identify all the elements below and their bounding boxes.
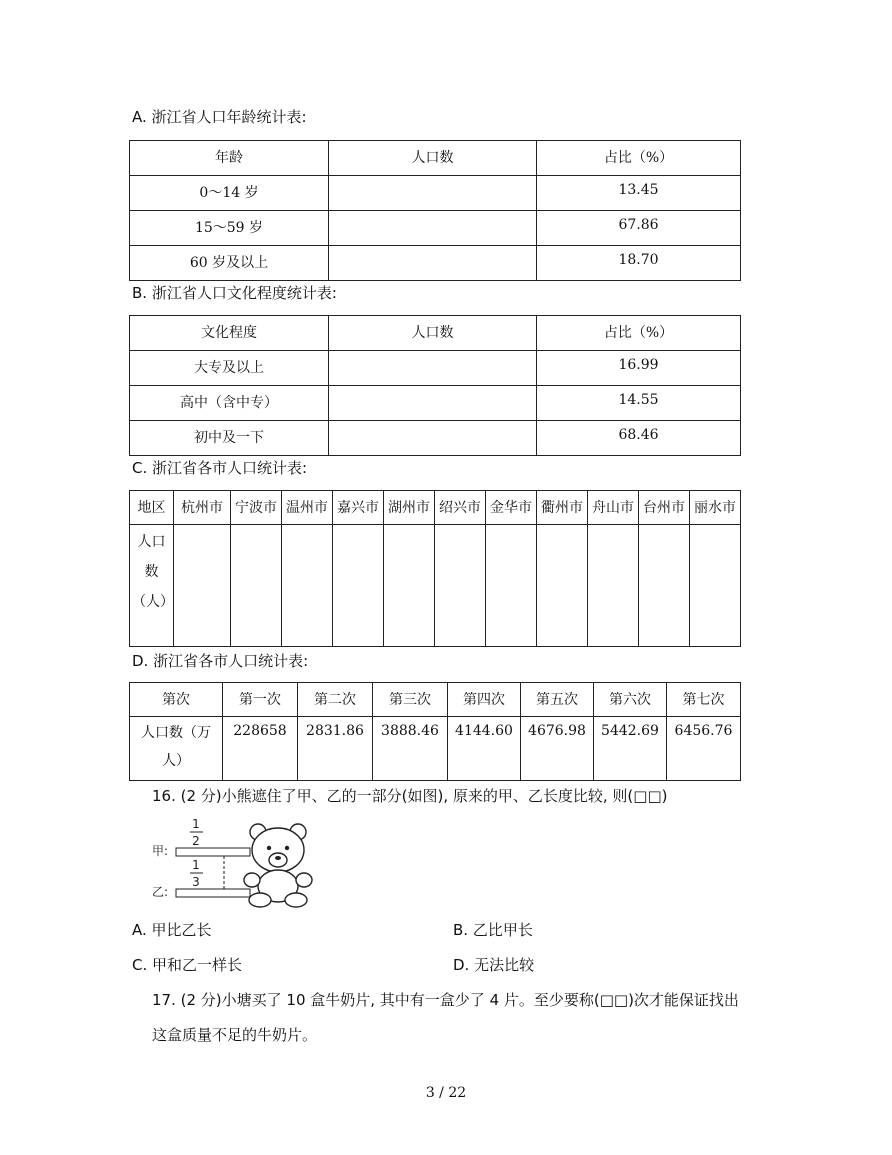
table-cell bbox=[384, 525, 435, 647]
table-cell bbox=[329, 246, 537, 281]
table-cell: 18.70 bbox=[537, 246, 741, 281]
label-jia: 甲: bbox=[152, 844, 169, 858]
table-cell bbox=[174, 525, 231, 647]
table-d bbox=[129, 682, 741, 781]
table-c-header: 温州市 bbox=[282, 491, 333, 525]
table-c-title: C. 浙江省各市人口统计表: bbox=[132, 459, 308, 477]
table-b-header: 占比（%） bbox=[537, 316, 741, 351]
table-b-header: 文化程度 bbox=[130, 316, 329, 351]
table-cell: 3888.46 bbox=[373, 717, 448, 781]
table-a-header: 占比（%） bbox=[537, 141, 741, 176]
table-c-header: 宁波市 bbox=[231, 491, 282, 525]
table-c-row-label bbox=[130, 525, 174, 647]
table-cell: 0～14 岁 bbox=[130, 176, 329, 211]
table-row bbox=[130, 386, 741, 421]
table-b-header: 人口数 bbox=[329, 316, 537, 351]
table-cell bbox=[333, 525, 384, 647]
table-d-header: 第四次 bbox=[448, 683, 521, 717]
table-cell: 4144.60 bbox=[448, 717, 521, 781]
table-c-header: 丽水市 bbox=[690, 491, 741, 525]
bar-jia bbox=[176, 848, 250, 856]
table-cell bbox=[329, 421, 537, 456]
table-row bbox=[130, 421, 741, 456]
table-cell: 67.86 bbox=[537, 211, 741, 246]
table-c-header: 台州市 bbox=[639, 491, 690, 525]
table-a bbox=[129, 140, 741, 281]
table-cell: 2831.86 bbox=[298, 717, 373, 781]
table-row bbox=[130, 211, 741, 246]
table-c-header: 湖州市 bbox=[384, 491, 435, 525]
table-d-header: 第七次 bbox=[667, 683, 741, 717]
frac2-denominator: 3 bbox=[192, 875, 200, 889]
table-c-header: 杭州市 bbox=[174, 491, 231, 525]
frac2-numerator: 1 bbox=[192, 858, 200, 872]
table-cell bbox=[329, 386, 537, 421]
table-d-title: D. 浙江省各市人口统计表: bbox=[132, 652, 309, 670]
table-d-header: 第二次 bbox=[298, 683, 373, 717]
table-c-header: 金华市 bbox=[486, 491, 537, 525]
table-cell: 5442.69 bbox=[594, 717, 667, 781]
table-cell: 60 岁及以上 bbox=[130, 246, 329, 281]
table-cell bbox=[690, 525, 741, 647]
table-row bbox=[130, 176, 741, 211]
table-a-title: A. 浙江省人口年龄统计表: bbox=[132, 108, 307, 126]
table-cell: 4676.98 bbox=[521, 717, 594, 781]
row-label-line: 数 bbox=[144, 564, 159, 580]
frac1-numerator: 1 bbox=[192, 817, 200, 831]
table-cell bbox=[329, 211, 537, 246]
table-cell bbox=[486, 525, 537, 647]
label-yi: 乙: bbox=[152, 885, 169, 899]
table-a-header: 年龄 bbox=[130, 141, 329, 176]
option-c[interactable]: C. 甲和乙一样长 bbox=[132, 956, 243, 974]
table-cell: 14.55 bbox=[537, 386, 741, 421]
table-row bbox=[130, 525, 741, 647]
row-label-line: 人） bbox=[162, 753, 190, 769]
table-cell: 初中及一下 bbox=[130, 421, 329, 456]
table-d-header: 第一次 bbox=[223, 683, 298, 717]
option-d[interactable]: D. 无法比较 bbox=[453, 956, 535, 974]
option-a[interactable]: A. 甲比乙长 bbox=[132, 921, 212, 939]
table-d-header: 第次 bbox=[130, 683, 223, 717]
table-cell: 68.46 bbox=[537, 421, 741, 456]
row-label-line: 人口 bbox=[137, 534, 166, 550]
table-cell bbox=[588, 525, 639, 647]
table-cell: 高中（含中专） bbox=[130, 386, 329, 421]
question-17-line2: 这盒质量不足的牛奶片。 bbox=[152, 1026, 318, 1044]
table-c bbox=[129, 490, 741, 647]
table-d-header: 第五次 bbox=[521, 683, 594, 717]
table-row bbox=[130, 246, 741, 281]
table-cell: 大专及以上 bbox=[130, 351, 329, 386]
table-c-header: 衢州市 bbox=[537, 491, 588, 525]
frac1-denominator: 2 bbox=[192, 834, 200, 848]
table-cell: 228658 bbox=[223, 717, 298, 781]
table-cell bbox=[231, 525, 282, 647]
table-cell bbox=[282, 525, 333, 647]
option-b[interactable]: B. 乙比甲长 bbox=[453, 921, 533, 939]
bear-icon bbox=[244, 824, 312, 907]
table-d-row-label bbox=[130, 717, 223, 781]
question-17-line1: 17. (2 分)小塘买了 10 盒牛奶片, 其中有一盒少了 4 片。至少要称(□□)次才能保证找出 bbox=[152, 991, 739, 1009]
table-c-header: 地区 bbox=[130, 491, 174, 525]
table-c-header: 嘉兴市 bbox=[333, 491, 384, 525]
table-c-header: 舟山市 bbox=[588, 491, 639, 525]
table-b-title: B. 浙江省人口文化程度统计表: bbox=[132, 284, 337, 302]
table-d-header: 第三次 bbox=[373, 683, 448, 717]
table-cell bbox=[329, 176, 537, 211]
table-cell: 13.45 bbox=[537, 176, 741, 211]
table-cell bbox=[329, 351, 537, 386]
page-number: 3 / 22 bbox=[425, 1085, 467, 1101]
question-16-stem: 16. (2 分)小熊遮住了甲、乙的一部分(如图), 原来的甲、乙长度比较, 则(□□) bbox=[152, 787, 668, 805]
table-cell: 15～59 岁 bbox=[130, 211, 329, 246]
table-cell: 16.99 bbox=[537, 351, 741, 386]
table-b bbox=[129, 315, 741, 456]
table-cell bbox=[639, 525, 690, 647]
table-cell bbox=[537, 525, 588, 647]
table-cell bbox=[435, 525, 486, 647]
row-label-line: （人） bbox=[132, 594, 174, 610]
question-16-figure bbox=[148, 814, 318, 908]
table-row bbox=[130, 351, 741, 386]
table-cell: 6456.76 bbox=[667, 717, 741, 781]
bar-yi bbox=[176, 889, 250, 897]
table-c-header: 绍兴市 bbox=[435, 491, 486, 525]
table-d-header: 第六次 bbox=[594, 683, 667, 717]
row-label-line: 人口数（万 bbox=[141, 725, 211, 741]
table-a-header: 人口数 bbox=[329, 141, 537, 176]
table-row bbox=[130, 717, 741, 781]
